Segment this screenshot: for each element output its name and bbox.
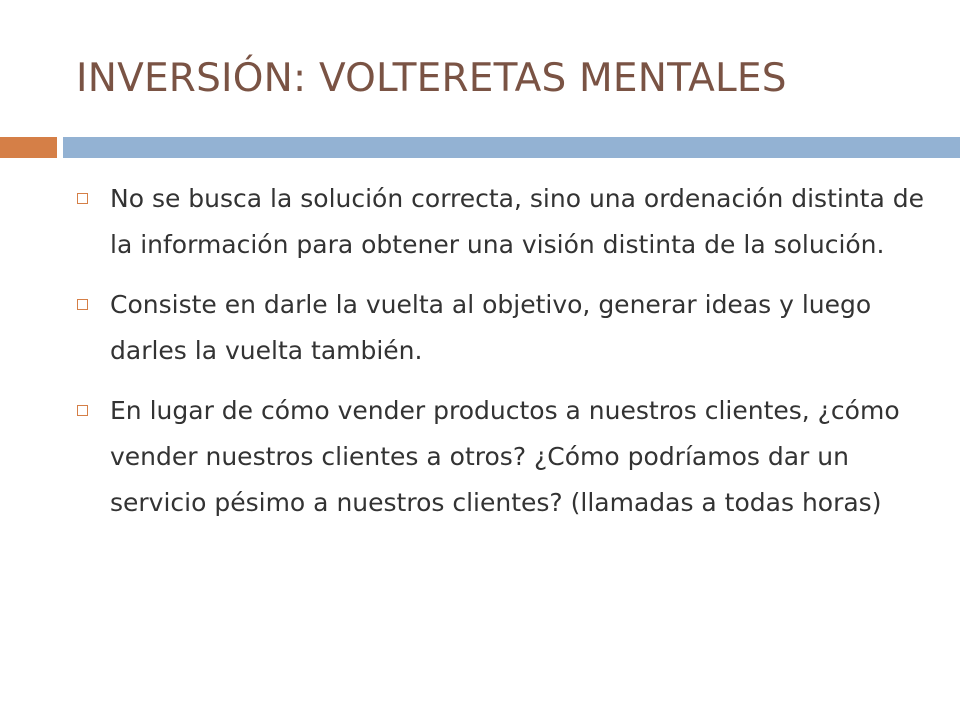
bullet-item [76,388,936,526]
square-outline-bullet-icon [77,405,88,416]
accent-bar-orange [0,137,57,158]
square-outline-bullet-icon [77,193,88,204]
bullet-text: En lugar de cómo vender productos a nuestros clientes, ¿cómo vender nuestros clientes a otros? ¿Cómo podríamos dar un servicio pésimo a nuestros clientes? (llamadas a todas horas) [110,396,900,517]
bullet-text: Consiste en darle la vuelta al objetivo, generar ideas y luego darles la vuelta también. [110,290,872,365]
square-outline-bullet-icon [77,299,88,310]
bullet-text: No se busca la solución correcta, sino una ordenación distinta de la información para obtener una visión distinta de la solución. [110,184,924,259]
accent-bar-blue [63,137,960,158]
bullet-list [76,176,936,540]
bullet-item [76,282,936,374]
bullet-item [76,176,936,268]
slide-title: INVERSIÓN: VOLTERETAS MENTALES [76,56,787,101]
